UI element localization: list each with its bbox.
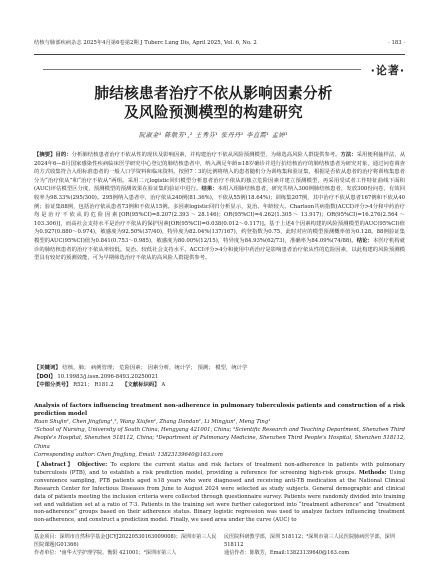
- classification-value: R521； R181.2: [73, 382, 114, 389]
- results-text: 本组入组肺结核患者，研究共纳入300例肺结核患者，发放300份问卷，有效回收率为98.33%(295/300)。295例纳入患者中，治疗依从240例(81.36%)，不依从55例(18.64%)；训练集207例，其中治疗不依从患者167例和不依从40例；验证集88例，包括治疗依从患者73例和不依从15例。多因素logistic回归分析显示，复治、年龄较大、Charlson共病指数(ACCI)评分>4分和中药治疗均是治疗不依从的危险因素[OR(95%CI)=8.207(2.393～28.146)；OR(95%CI)=4.262(1.305～13.917)；OR(95%CI)=16.276(2.564～103.306)]，而高社会支持水平是治疗不依从的保护因素[OR(95%CI)=0.038(0.012～0.117)]。基于上述4个因素构建的风险预测模型的AUC(95%CI)值为0.927(0.880～0.974)，敏感度为92.50%(37/40)，特异度为82.04%(137/167)，约登指数为0.75，此时对应的模型预测概率值为0.128。88例验证集模型的AUC(95%CI)值为0.841(0.753～0.985)，敏感度为80.00%(12/15)，特异度为84.93%(62/73)，准确率为84.09%(74/88)。: [34, 186, 405, 244]
- english-authors: Ruan Shujin¹, Chen Jingfang¹,², Wang Xiufen¹, Zhang Dandan¹, Li Mingjun¹, Meng Ting¹: [34, 419, 271, 425]
- keywords-row: [34, 364, 405, 373]
- footnote-left: 基金项目：深圳市自然科学基金(JCYJ20220530163009008)；深圳市第三人民医院课题(G01366) 作者单位：¹南华大学护理学院，衡阳 421001；²深圳市第三人: [34, 534, 217, 556]
- chinese-abstract: [34, 151, 405, 263]
- journal-citation: 结核与肺部疾病杂志 2025年4月第6卷第2期 J Tuberc Lung Dis, April 2025, Vol. 6, No. 2: [34, 40, 257, 46]
- english-title: Analysis of factors influencing treatment non-adherence in pulmonary tuberculosis patients and construction of a risk prediction model: [34, 403, 405, 418]
- objective-text: 分析肺结核患者治疗不依从性的现状及影响因素，并构建治疗不依从风险预测模型，为筛选高风险人群提供参考。: [71, 152, 341, 158]
- article-title-line1: 肺结核患者治疗不依从影响因素分析: [94, 85, 333, 102]
- english-methods-label: Methods:: [358, 469, 387, 476]
- corresponding-author: Corresponding author: Chen Jingfang, Email: 13823139640@163.com: [34, 451, 223, 458]
- conclusion-label: 结论：: [356, 237, 373, 244]
- page-number: · 183 ·: [388, 40, 405, 46]
- english-abstract: [34, 462, 405, 525]
- keywords-label: 【关键词】: [34, 365, 61, 371]
- document-code-label: 【文献标识码】: [122, 382, 160, 389]
- results-label: 结果：: [201, 186, 218, 193]
- footnote-rule: [34, 530, 184, 531]
- methods-label: 方法：: [340, 152, 357, 158]
- english-author-block: [34, 418, 405, 459]
- section-tag: ·论著·: [370, 64, 405, 77]
- objective-label: 目的：: [55, 152, 72, 158]
- doi-value: 10.19983/j.issn.2096-8493.20250021: [57, 373, 159, 380]
- document-code-value: A: [161, 382, 166, 389]
- article-title-line2: 及风险预测模型的构建研究: [124, 104, 303, 121]
- english-objective-text: To explore the current status and risk factors of treatment non-adherence in patients with pulmonary tuberculosis (PTB), and to establish a risk prediction model, providing a reference for screening high-risk groups.: [34, 462, 406, 476]
- author-list: 阮淑金¹ 陈敬芳¹,² 王秀芬¹ 张丹丹¹ 李直霞¹ 孟婷¹: [138, 132, 289, 139]
- english-abstract-label: 【Abstract】: [34, 462, 75, 468]
- methods-text: 采用便利抽样法，从2024年6—8月国家感染性疾病临床医学研究中心登记的肺结核患者中，纳入满足年龄≥18岁确诊并进行抗结核治疗的肺结核患者为研究对象，通过问卷调查的方式收集符合入组标准患者的一般人口学资料和临床资料。按照7∶3的比例将纳入的患者随机分为训练集和验证集，根据是否依从患者的治疗将训练集患者分为“治疗依从”和“治疗不依从”两组。采用二元logistic回归模型分析患者治疗不依从的独立危险因素并建立预测模型，再采用受试者工作特征曲线下面积(AUC)评估模型区分度，预测模型的预测效果在验证集的验证中进行。: [34, 152, 406, 193]
- running-header: [34, 40, 405, 55]
- section-rule: [43, 69, 361, 70]
- english-objective-label: Objective:: [77, 462, 108, 468]
- doi-row: [34, 373, 405, 382]
- english-methods-text: Using convenience sampling, PTB patients aged ≥18 years who were diagnosed and receiving anti-TB medication at the National Clinical Research Center for Infectious Diseases from June to August 2024 were selected as study subjects. General demographic and clinical data of patients meeting the inclusion criteria were collected through questionnaire survey. Patients were randomly divided into training set and validation set at a ratio of 7∶3. Patients in the training set were further categorized into “treatment adherence” and “treatment non-adherence” groups based on their adherence status. Binary logistic regression was used to analyze factors influencing treatment non-adherence, and construct a prediction model. Finally, we used area under the curve (AUC) to: [34, 469, 405, 524]
- abstract-label: 【摘要】: [34, 152, 56, 158]
- keywords-block: [34, 364, 405, 390]
- english-affiliations: ¹School of Nursing, University of South China, Hengyang 421001, China; ²Scientific Research and Teaching Department, Shenzhen Third People's Hospital, Shenzhen 518112, China; ³Department of Pulmonary Medicine, Shenzhen Third People's Hospital, Shenzhen 518112, China: [34, 427, 405, 450]
- classification-row: [34, 381, 405, 390]
- doi-label: 【DOI】: [34, 373, 56, 380]
- footnote-right: 民医院科研教学部，深圳 518112；³深圳市第三人民医院肺病医学部，深圳 518112 通信作者：陈敬芳，Email:13823139640@163.com: [224, 534, 395, 556]
- conclusion-text: 本医疗机构就诊的肺结核患者的治疗不依从率较低。复治、较低社会支持水平、ACCI评分>4分和使用中药治疗是影响患者治疗依从性的危险因素，以此构建的风险预测模型具有较好的预测效能，可为早期筛选治疗不依从的高风险人群提供参考。: [34, 237, 405, 262]
- article-title: [20, 84, 407, 122]
- keywords-list: 结核，肺； 病例管理； 危险因素； 因素分析，统计学； 预测； 模型，统计学: [62, 365, 248, 371]
- classification-label: 【中图分类号】: [34, 382, 72, 389]
